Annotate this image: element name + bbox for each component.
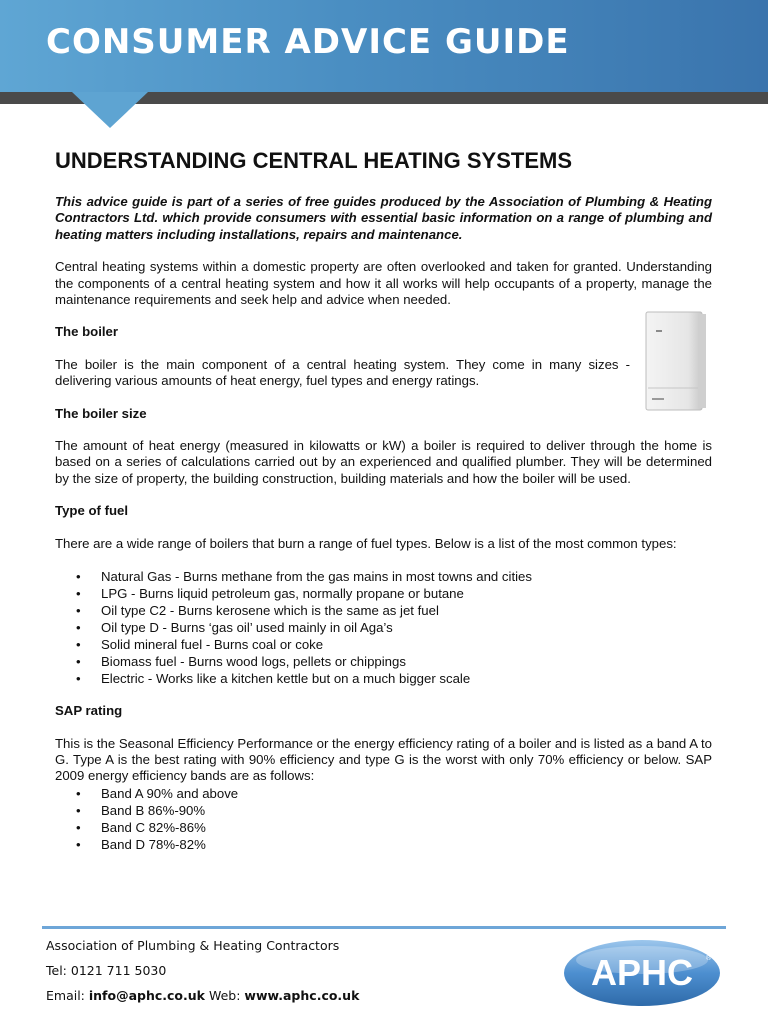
bullet: • bbox=[76, 836, 81, 852]
fuel-list bbox=[55, 568, 712, 687]
list-item bbox=[55, 602, 712, 619]
list-item bbox=[55, 802, 712, 819]
list-item bbox=[55, 670, 712, 687]
fuel-paragraph: There are a wide range of boilers that burn a range of fuel types. Below is a list of the most common types: bbox=[55, 535, 677, 551]
sap-band-list bbox=[55, 785, 712, 853]
boiler-paragraph: The boiler is the main component of a central heating system. They come in many sizes - delivering various amounts of heat energy, fuel types and energy ratings. bbox=[55, 356, 630, 389]
sap-paragraph: This is the Seasonal Efficiency Performance or the energy efficiency rating of a boiler and is listed as a band A to G. Type A is the best rating with 90% efficiency and type G is the worst with only 70% efficiency or below. SAP 2009 energy efficiency bands are as follows: bbox=[55, 735, 712, 784]
bullet: • bbox=[76, 586, 81, 602]
overview-paragraph bbox=[55, 259, 712, 308]
aphc-logo bbox=[562, 938, 722, 1008]
list-item-text: LPG - Burns liquid petroleum gas, normally propane or butane bbox=[101, 586, 464, 602]
list-item-text: Solid mineral fuel - Burns coal or coke bbox=[101, 637, 324, 653]
document-body bbox=[55, 148, 712, 869]
bullet: • bbox=[76, 637, 81, 653]
footer-org-name: Association of Plumbing & Heating Contractors bbox=[46, 938, 340, 953]
footer-phone bbox=[46, 963, 359, 978]
list-item-text: Electric - Works like a kitchen kettle but on a much bigger scale bbox=[101, 671, 471, 687]
banner-title: CONSUMER ADVICE GUIDE bbox=[46, 22, 570, 62]
list-item bbox=[55, 836, 712, 853]
logo-text: APHC bbox=[590, 952, 694, 993]
bullet: • bbox=[76, 819, 81, 835]
bullet: • bbox=[76, 671, 81, 687]
boiler-illustration bbox=[642, 308, 710, 414]
list-item-text: Band A 90% and above bbox=[101, 785, 239, 801]
phone-label: Tel: bbox=[46, 963, 71, 978]
bullet: • bbox=[76, 802, 81, 818]
footer-email-web bbox=[46, 988, 359, 1003]
list-item bbox=[55, 585, 712, 602]
section-heading-boiler-size: The boiler size bbox=[55, 405, 147, 421]
list-item-text: Oil type D - Burns ‘gas oil’ used mainly in oil Aga’s bbox=[101, 620, 393, 636]
list-item-text: Natural Gas - Burns methane from the gas mains in most towns and cities bbox=[101, 569, 532, 585]
bullet: • bbox=[76, 603, 81, 619]
page-title: UNDERSTANDING CENTRAL HEATING SYSTEMS bbox=[55, 148, 573, 173]
email-link[interactable]: info@aphc.co.uk bbox=[88, 988, 205, 1003]
list-item bbox=[55, 568, 712, 585]
bullet: • bbox=[76, 620, 81, 636]
overview-text: Central heating systems within a domestic property are often overlooked and taken for granted. Understanding the components of a central heating system and how it all works will help occupants of a property, manage the maintenance requirements and seek help and advice when needed. bbox=[55, 259, 712, 308]
footer-divider bbox=[42, 926, 726, 929]
footer-contact bbox=[46, 938, 359, 1013]
list-item bbox=[55, 619, 712, 636]
list-item bbox=[55, 785, 712, 802]
section-heading-fuel: Type of fuel bbox=[55, 503, 129, 519]
list-item bbox=[55, 653, 712, 670]
web-link[interactable]: www.aphc.co.uk bbox=[244, 988, 360, 1003]
list-item bbox=[55, 636, 712, 653]
list-item-text: Band D 78%-82% bbox=[101, 836, 206, 852]
phone-number: 0121 711 5030 bbox=[70, 963, 167, 978]
header-banner bbox=[0, 0, 768, 92]
email-label: Email: bbox=[46, 988, 89, 1003]
list-item-text: Band C 82%-86% bbox=[101, 819, 206, 835]
list-item bbox=[55, 819, 712, 836]
bullet: • bbox=[76, 654, 81, 670]
bullet: • bbox=[76, 785, 81, 801]
list-item-text: Biomass fuel - Burns wood logs, pellets or chippings bbox=[101, 654, 406, 670]
list-item-text: Band B 86%-90% bbox=[101, 802, 206, 818]
boiler-size-paragraph: The amount of heat energy (measured in kilowatts or kW) a boiler is required to deliver through the home is based on a series of calculations carried out by an experienced and qualified plumber. They will be determined by the size of property, the building construction, building materials and how the boiler will be used. bbox=[55, 438, 712, 486]
web-label: Web: bbox=[204, 988, 245, 1003]
intro-paragraph: This advice guide is part of a series of free guides produced by the Association of Plumbing & Heating Contractors Ltd. which provide consumers with essential basic information on a range of plumbing and heating matters including installations, repairs and maintenance. bbox=[55, 194, 712, 242]
logo-registered-mark: ® bbox=[706, 955, 712, 962]
banner-notch-arrow bbox=[72, 92, 148, 128]
section-heading-boiler: The boiler bbox=[55, 324, 119, 340]
bullet: • bbox=[76, 569, 81, 585]
list-item-text: Oil type C2 - Burns kerosene which is the same as jet fuel bbox=[101, 603, 439, 619]
section-heading-sap: SAP rating bbox=[55, 703, 123, 719]
